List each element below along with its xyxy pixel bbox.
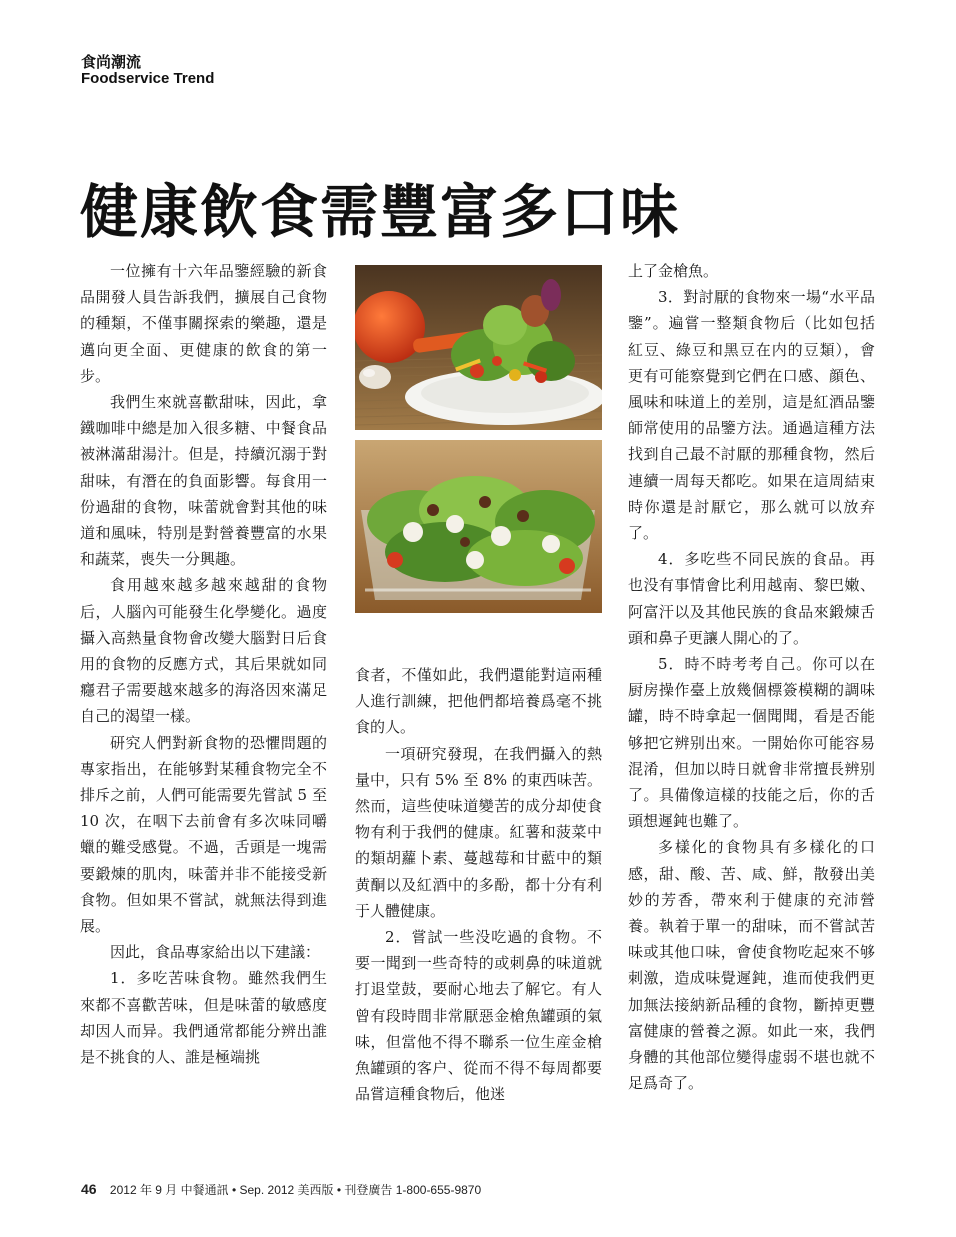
- paragraph: 3．對討厭的食物來一場“水平品鑒”。遍嘗一整類食物后（比如包括紅豆、綠豆和黑豆在内的豆類），會更有可能察覺到它們在口感、顔色、風味和味道上的差別，這是紅酒品鑒師常使用的品鑒方法。通過這種方法找到自己最不討厭的那種食物，然后連續一周每天都吃。如果在這周結束時你還是討厭它，那么就可以放弃了。: [628, 288, 875, 543]
- article-column-2: [355, 662, 602, 1107]
- paragraph: 食用越來越多越來越甜的食物后，人腦內可能發生化學變化。過度攝入高熱量食物會改變大腦對日后食用的食物的反應方式，其后果就如同癮君子需要越來越多的海洛因來滿足自己的渴望一樣。: [80, 576, 327, 726]
- article-column-1: [80, 258, 327, 1070]
- paragraph: 上了金槍魚。: [628, 262, 719, 280]
- section-label-zh: 食尚潮流: [81, 53, 142, 71]
- paragraph: 多樣化的食物具有多樣化的口感，甜、酸、苦、咸、鮮，散發出美妙的芳香，帶來利于健康的充沛營養。執着于單一的甜味，而不嘗試苦味或其他口味，會使食物吃起來不够刺激，造成味覺遲鈍，進而使我們更加無法接納新品種的食物，斷掉更豐富健康的營養之源。如此一來，我們身體的其他部位變得虚弱不堪也就不足爲奇了。: [628, 838, 875, 1093]
- paragraph: 我們生來就喜歡甜味，因此，拿鐵咖啡中總是加入很多糖、中餐食品被淋滿甜湯汁。但是，持續沉溺于對甜味，有潛在的負面影響。每食用一份過甜的食物，味蕾就會對其他的味道和風味，特別是對營養豐富的水果和蔬菜，喪失一分興趣。: [80, 393, 327, 569]
- article-column-3: [628, 258, 875, 1097]
- page-footer: [81, 1181, 481, 1198]
- page-number: 46: [81, 1181, 97, 1197]
- paragraph: 一位擁有十六年品鑒經驗的新食品開發人員告訴我們，擴展自己食物的種類，不僅事關探索的樂趣，還是邁向更全面、更健康的飲食的第一步。: [80, 262, 327, 385]
- paragraph: 2．嘗試一些没吃過的食物。不要一聞到一些奇特的或刺鼻的味道就打退堂鼓，要耐心地去了解它。有人曾有段時間非常厭惡金槍魚罐頭的氣味，但當他不得不聯系一位生産金槍魚罐頭的客户、從而不得不每周都要品嘗這種食物后，他迷: [355, 928, 602, 1104]
- paragraph: 5．時不時考考自己。你可以在厨房操作臺上放幾個標簽模糊的調味罐，時不時拿起一個聞聞，看是否能够把它辨别出來。一開始你可能容易混淆，但加以時日就會非常擅長辨别了。具備像這樣的技能之后，你的舌頭想遲鈍也難了。: [628, 655, 875, 831]
- salad-bowl-photo: [355, 440, 602, 613]
- section-label-en: Foodservice Trend: [81, 70, 215, 87]
- paragraph: 研究人們對新食物的恐懼問題的專家指出，在能够對某種食物完全不排斥之前，人們可能需要先嘗試 5 至 10 次，在咽下去前會有多次味同嚼蠟的難受感覺。不過，舌頭是一塊需要鍛煉的肌肉，味蕾并非不能接受新食物。但如果不嘗試，就無法得到進展。: [80, 733, 327, 936]
- paragraph: 一項研究發現，在我們攝入的熱量中，只有 5% 至 8% 的東西味苦。然而，這些使味道變苦的成分却使食物有利于我們的健康。紅薯和菠菜中的類胡蘿卜素、蔓越莓和甘藍中的類黄酮以及紅酒中的多酚，都十分有利于人體健康。: [355, 744, 602, 920]
- paragraph: 4．多吃些不同民族的食品。再也没有事情會比利用越南、黎巴嫩、阿富汗以及其他民族的食品來鍛煉舌頭和鼻子更讓人開心的了。: [628, 550, 875, 647]
- paragraph: 1．多吃苦味食物。雖然我們生來都不喜歡苦味，但是味蕾的敏感度却因人而异。我們通常都能分辨出誰是不挑食的人、誰是極端挑: [80, 969, 327, 1067]
- paragraph: 食者，不僅如此，我們還能對這兩種人進行訓練，把他們都培養爲毫不挑食的人。: [355, 666, 602, 737]
- article-title: 健康飲食需豐富多口味: [80, 177, 681, 246]
- footer-text: 2012 年 9 月 中餐通訊 • Sep. 2012 美西版 • 刊登廣告 1-800-655-9870: [109, 1183, 482, 1197]
- salad-plate-photo: [355, 265, 602, 430]
- paragraph: 因此，食品專家給出以下建議：: [110, 943, 321, 962]
